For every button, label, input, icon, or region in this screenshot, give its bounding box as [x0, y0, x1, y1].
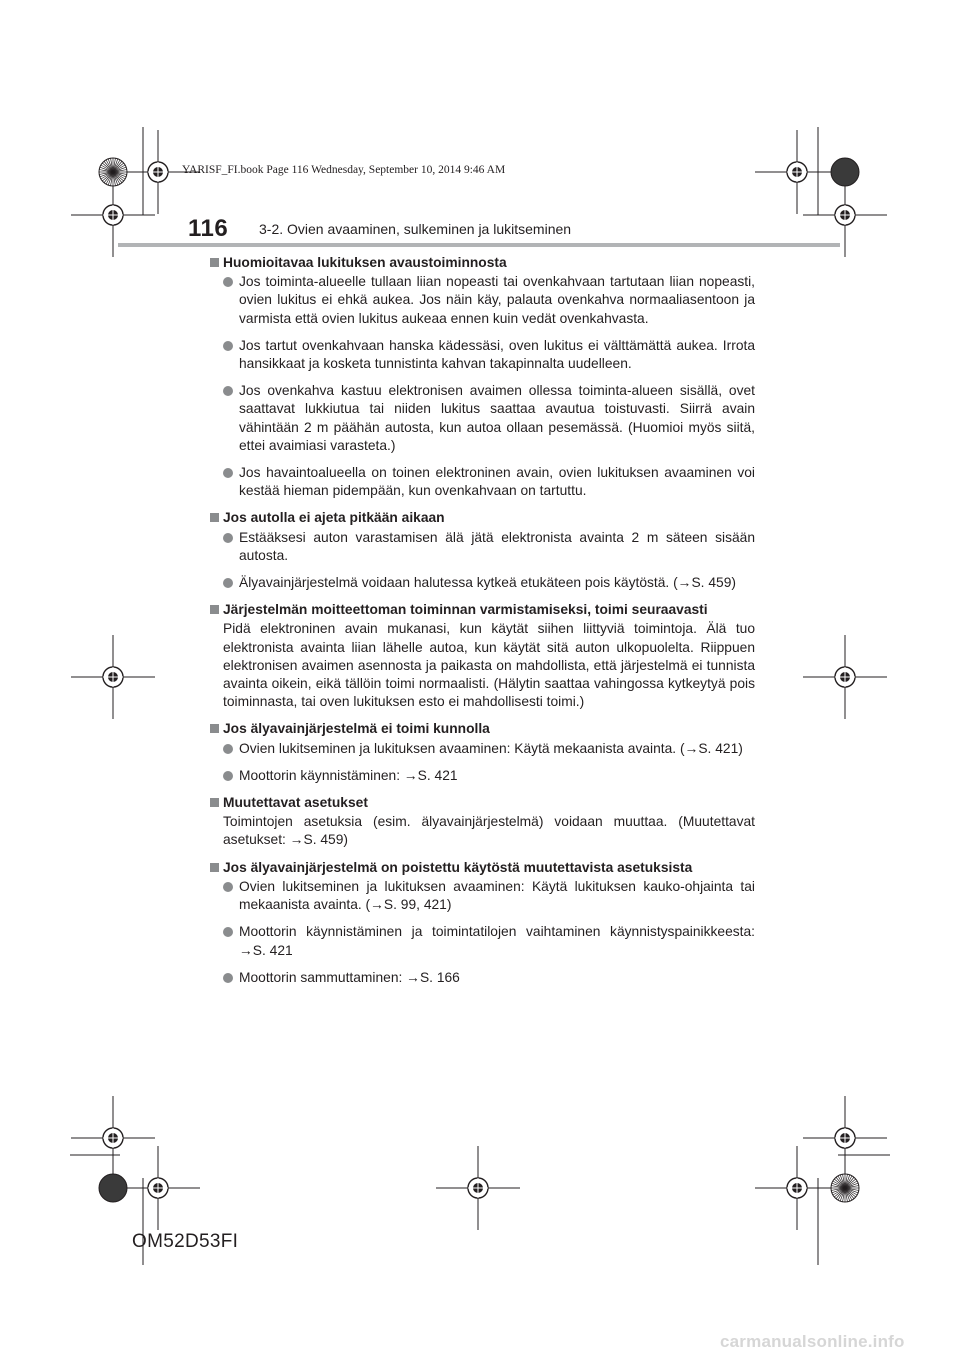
square-bullet-icon	[210, 513, 219, 522]
square-bullet-icon	[210, 605, 219, 614]
bullet-text: Moottorin käynnistäminen ja toimintatilojen vaihtaminen käynnistyspainikkeesta: →S. 421	[239, 924, 755, 958]
circle-bullet-icon	[223, 973, 233, 983]
watermark: carmanualsonline.info	[720, 1332, 905, 1351]
section-heading	[210, 794, 755, 812]
circle-bullet-icon	[223, 386, 233, 396]
section	[210, 254, 755, 500]
bullet-text: Jos toiminta-alueelle tullaan liian nopeasti tai ovenkahvaan tartutaan liian nopeasti, ovien lukitus ei ehkä aukea. Jos näin käy, palauta ovenkahva normaaliasentoon ja varmista että ovien lukitus aukeaa ennen kuin vedät ovenkahvasta.	[239, 274, 755, 326]
circle-bullet-icon	[223, 578, 233, 588]
page-content	[210, 254, 755, 996]
registration-mark-icon	[71, 1096, 155, 1180]
registration-mark-icon	[755, 1146, 839, 1230]
bullet-item	[210, 740, 755, 758]
circle-bullet-icon	[223, 341, 233, 351]
section-heading-text: Jos älyavainjärjestelmä ei toimi kunnolla	[223, 721, 490, 737]
registration-mark-icon	[71, 635, 155, 719]
bullet-text: Jos tartut ovenkahvaan hanska kädessäsi, oven lukitus ei välttämättä aukea. Irrota hansikkaat ja kosketa tunnistinta kahvan takapinnalta uudelleen.	[239, 337, 755, 372]
registration-mark-icon	[755, 130, 839, 214]
section-heading-text: Muutettavat asetukset	[223, 795, 368, 811]
circle-bullet-icon	[223, 771, 233, 781]
color-target-icon	[99, 158, 127, 186]
registration-mark-icon	[436, 1146, 520, 1230]
registration-mark-icon	[116, 1146, 200, 1230]
section-heading	[210, 509, 755, 527]
section-heading	[210, 859, 755, 877]
section	[210, 601, 755, 711]
color-target-icon	[99, 1174, 127, 1202]
square-bullet-icon	[210, 258, 219, 267]
circle-bullet-icon	[223, 468, 233, 478]
bullet-item	[210, 382, 755, 455]
circle-bullet-icon	[223, 927, 233, 937]
manual-code: OM52D53FI	[132, 1231, 239, 1252]
registration-mark-icon	[803, 635, 887, 719]
registration-mark-icon	[803, 1096, 887, 1180]
section	[210, 720, 755, 785]
section-heading	[210, 720, 755, 738]
bullet-item	[210, 969, 755, 987]
section-heading	[210, 254, 755, 272]
circle-bullet-icon	[223, 882, 233, 892]
header-rule	[118, 243, 840, 247]
bullet-text: Ovien lukitseminen ja lukituksen avaaminen: Käytä lukituksen kauko-ohjainta tai mekaanista avainta. (→S. 99, 421)	[239, 878, 755, 913]
section	[210, 859, 755, 987]
section-heading-text: Jos älyavainjärjestelmä on poistettu käytöstä muutettavista asetuksista	[223, 859, 693, 875]
section-heading-text: Järjestelmän moitteettoman toiminnan varmistamiseksi, toimi seuraavasti	[223, 602, 708, 618]
square-bullet-icon	[210, 863, 219, 872]
bullet-item	[210, 464, 755, 500]
color-target-icon	[831, 1174, 859, 1202]
bullet-item	[210, 767, 755, 785]
bullet-text: Estääksesi auton varastamisen älä jätä elektronista avainta 2 m säteen sisään autosta.	[239, 529, 755, 563]
book-info: YARISF_FI.book Page 116 Wednesday, September 10, 2014 9:46 AM	[182, 164, 506, 176]
circle-bullet-icon	[223, 744, 233, 754]
section	[210, 509, 755, 592]
bullet-text: Jos ovenkahva kastuu elektronisen avaimen ollessa toiminta-alueen sisällä, ovet saattavat lukkiutua tai niiden lukitus saattaa avautua toistuvasti. Siirrä avain vähintään 2 m päähän autosta, kun autoa ollaan pesemässä. (Huomioi myös siitä, ettei avaimiasi varasteta.)	[239, 383, 755, 453]
bullet-item	[210, 529, 755, 565]
bullet-item	[210, 273, 755, 328]
bullet-text: Moottorin sammuttaminen: →S. 166	[239, 969, 460, 985]
bullet-text: Ovien lukitseminen ja lukituksen avaaminen: Käytä mekaanista avainta. (→S. 421)	[239, 740, 743, 756]
section-heading-text: Huomioitavaa lukituksen avaustoiminnosta	[223, 255, 507, 270]
bullet-item	[210, 337, 755, 373]
body-paragraph: Toimintojen asetuksia (esim. älyavainjärjestelmä) voidaan muuttaa. (Muutettavat asetukset: →S. 459)	[223, 814, 755, 848]
square-bullet-icon	[210, 798, 219, 807]
bullet-item	[210, 923, 755, 959]
chapter-title: 3-2. Ovien avaaminen, sulkeminen ja lukitseminen	[259, 221, 572, 237]
section-heading-text: Jos autolla ei ajeta pitkään aikaan	[223, 510, 445, 526]
circle-bullet-icon	[223, 277, 233, 287]
bullet-text: Moottorin käynnistäminen: →S. 421	[239, 767, 458, 783]
body-paragraph: Pidä elektroninen avain mukanasi, kun käytät siihen liittyviä toimintoja. Älä tuo elektronista avainta liian lähelle autoa, kun käytät sitä auton ulkopuolelta. Riippuen elektronisen avaimen asennosta ja paikasta on mahdollista, että järjestelmä ei tunnista avainta oikein, eikä tällöin toimi normaalisti. (Hälytin saattaa vahingossa kytkeytyä pois toiminnasta, tai oven lukituksen esto ei mahdollisesti toimi.)	[223, 621, 755, 710]
bullet-item	[210, 878, 755, 914]
section-heading	[210, 601, 755, 619]
color-target-icon	[831, 158, 859, 186]
bullet-text: Älyavainjärjestelmä voidaan halutessa kytkeä etukäteen pois käytöstä. (→S. 459)	[239, 575, 736, 591]
page-number: 116	[188, 215, 229, 242]
bullet-item	[210, 574, 755, 592]
square-bullet-icon	[210, 724, 219, 733]
bullet-text: Jos havaintoalueella on toinen elektroninen avain, ovien lukituksen avaaminen voi kestää hieman pidempään, kun ovenkahvaan on tartuttu.	[239, 465, 755, 499]
section	[210, 794, 755, 850]
circle-bullet-icon	[223, 533, 233, 543]
